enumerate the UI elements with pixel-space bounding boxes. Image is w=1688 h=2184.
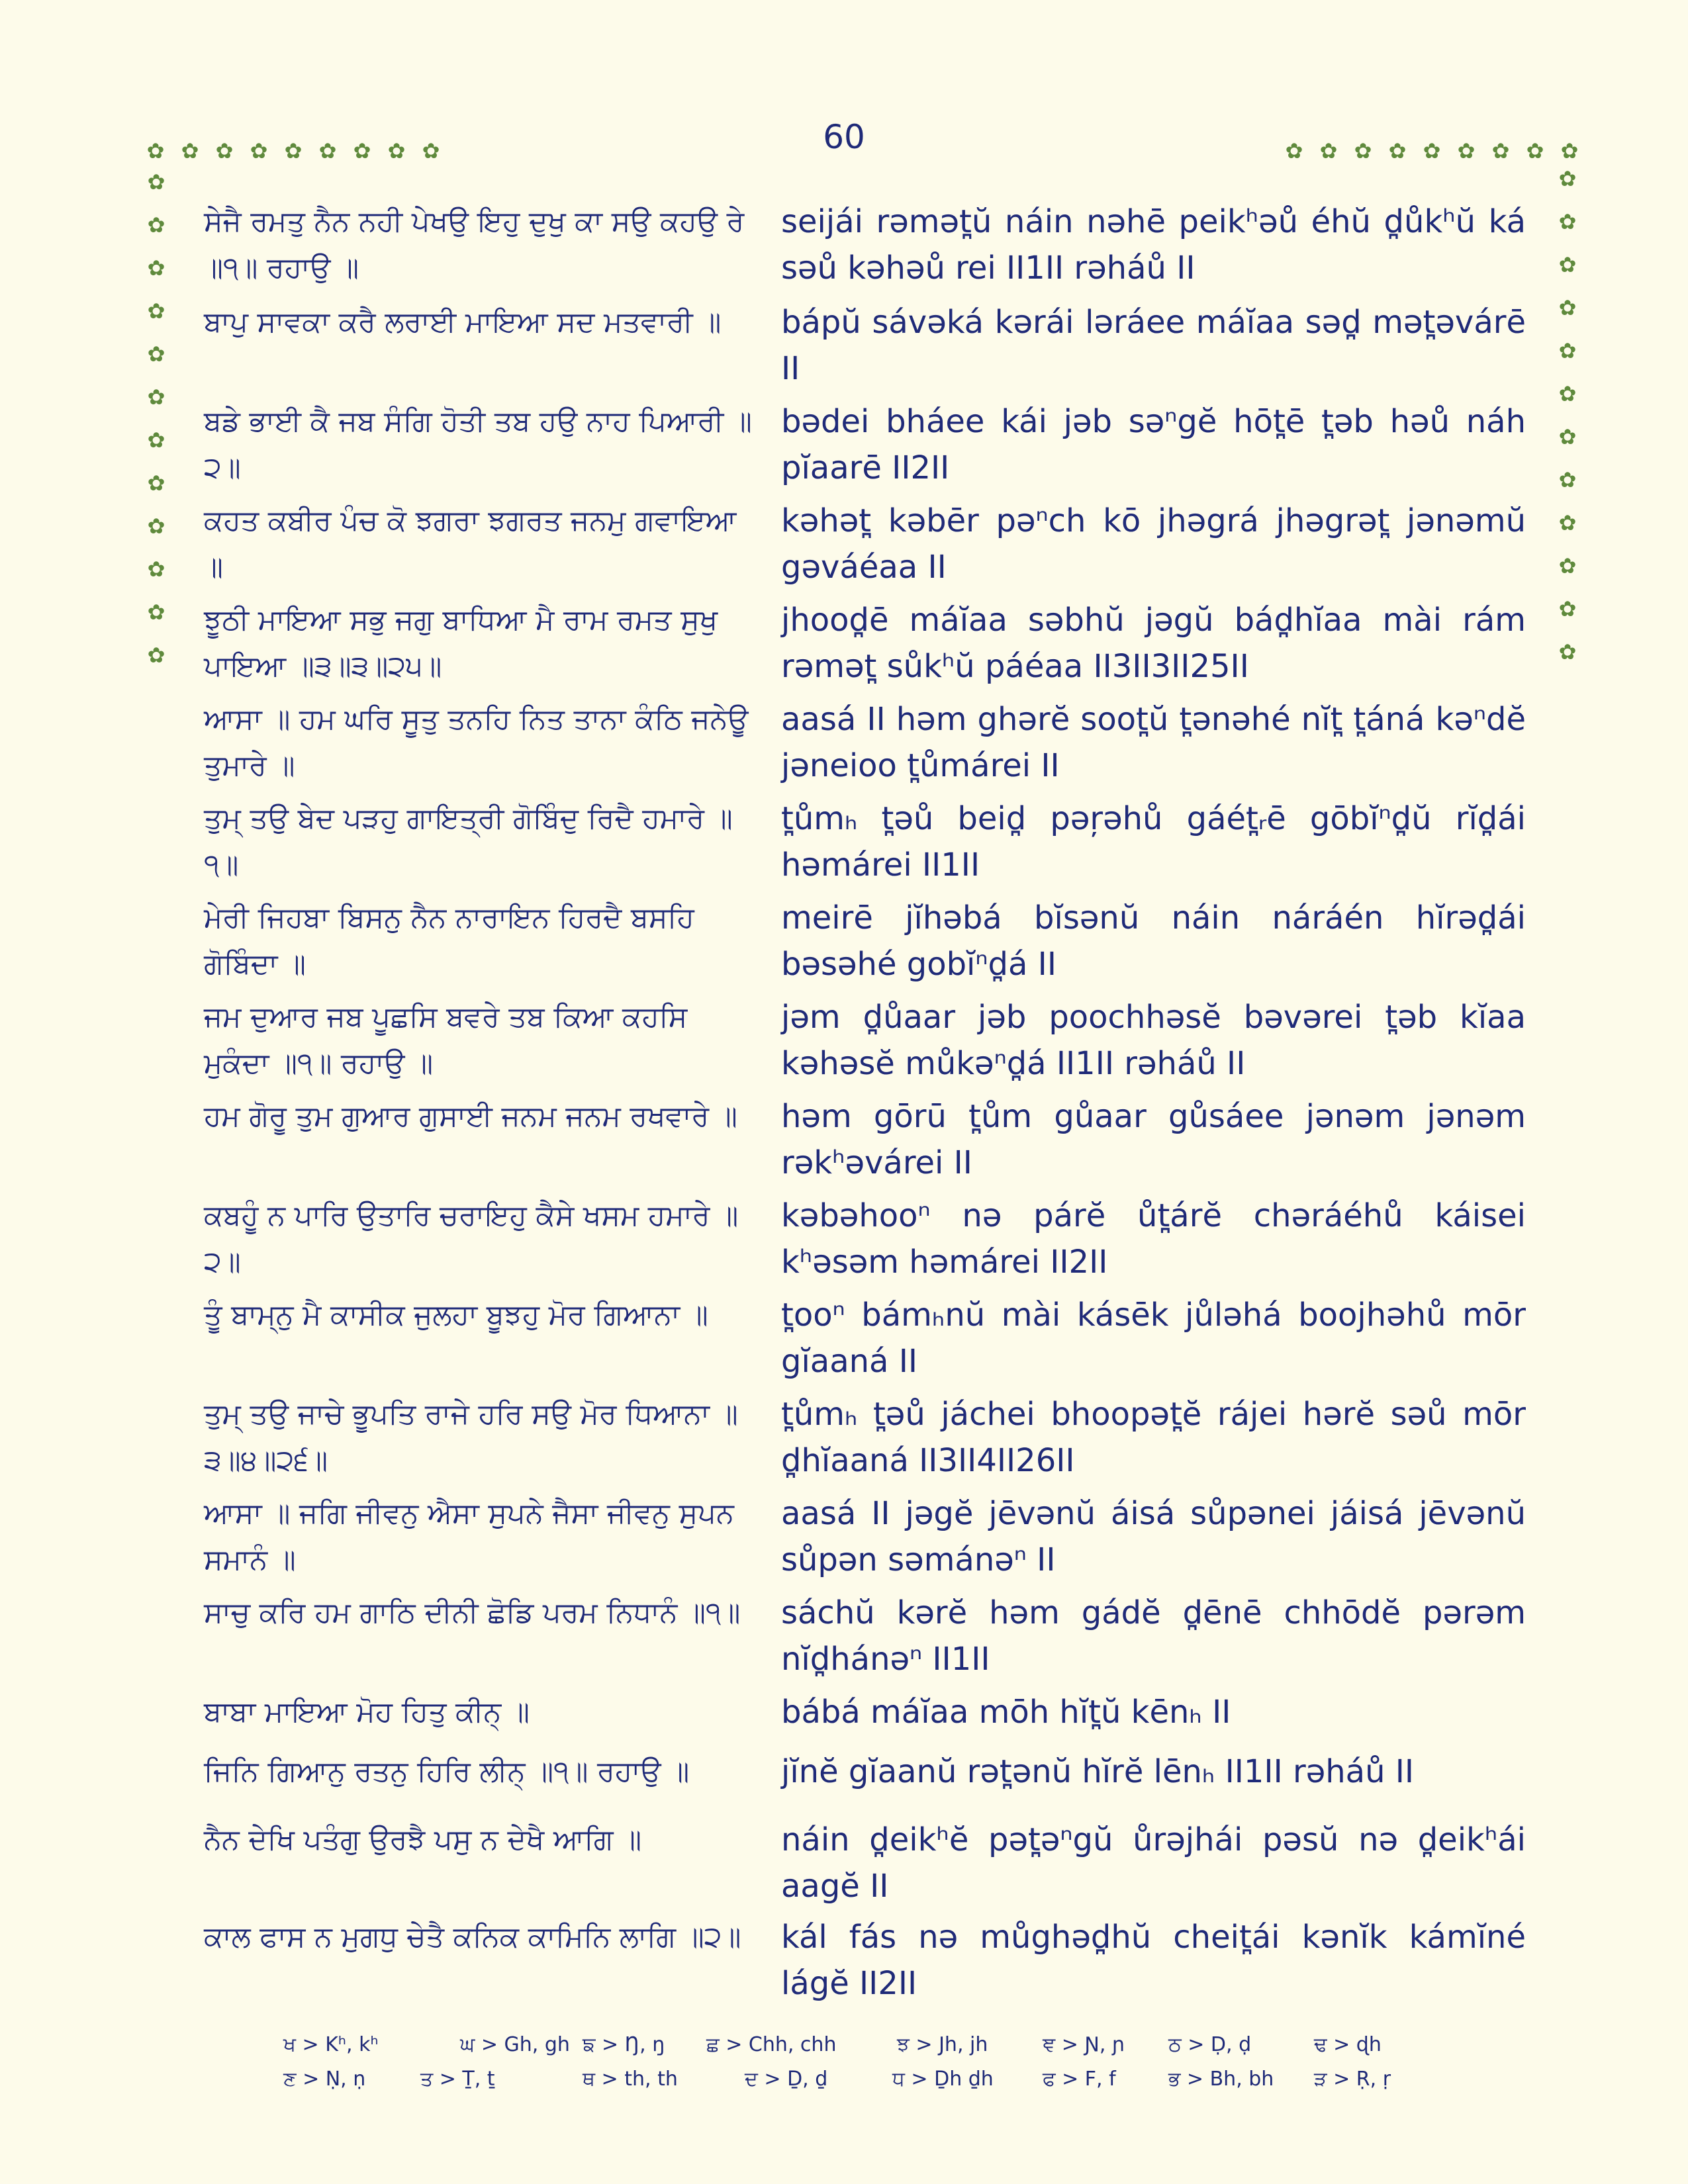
key-entry: ਖ > Kʰ, kʰ	[283, 2033, 379, 2056]
flower-ornament-icon: ✿	[147, 600, 165, 625]
transliteration-text: t̪ooⁿ bámₕnŭ mài kásēk jůləhá boojhəhů mōr gĭaaná II	[781, 1297, 1526, 1380]
flower-ornament-icon: ✿	[147, 212, 165, 238]
gurmukhi-text: ਤੁਮ੍ ਤਉ ਬੇਦ ਪੜਹੁ ਗਾਇਤ੍ਰੀ ਗੋਬਿੰਦੁ ਰਿਦੈ ਹਮਾਰੇ ॥੧॥	[204, 802, 733, 882]
gurmukhi-text: ਆਸਾ ॥ ਹਮ ਘਰਿ ਸੂਤੁ ਤਨਹਿ ਨਿਤ ਤਾਨਾ ਕੰਠਿ ਜਨੇਊ ਤੁਮਾਰੇ ॥	[204, 703, 758, 782]
flower-ornament-icon: ✿	[147, 428, 165, 453]
transliteration-text: həm gōrū t̪ům gůaar gůsáee jənəm jənəm rəkʰəvárei II	[781, 1098, 1526, 1181]
left-border	[143, 169, 169, 668]
key-entry: ਫ > F, f	[1043, 2068, 1116, 2091]
flower-ornament-icon: ✿	[1558, 467, 1577, 492]
flower-ornament-icon: ✿	[1558, 639, 1577, 664]
key-row	[0, 2033, 1688, 2066]
flower-ornament-icon: ✿	[250, 138, 268, 163]
flower-ornament-icon: ✿	[1558, 424, 1577, 449]
gurmukhi-text: ਬਾਬਾ ਮਾਇਆ ਮੋਹ ਹਿਤੁ ਕੀਨ੍ ॥	[204, 1696, 530, 1729]
flower-ornament-icon: ✿	[146, 138, 165, 163]
top-border-left	[142, 131, 444, 171]
page-number: 60	[823, 118, 865, 156]
key-entry: ਤ > Ṯ, ṯ	[420, 2068, 495, 2091]
flower-ornament-icon: ✿	[1319, 138, 1338, 163]
flower-ornament-icon: ✿	[1558, 596, 1577, 621]
key-entry: ਛ > Chh, chh	[706, 2033, 837, 2056]
gurmukhi-text: ਬਡੇ ਭਾਈ ਕੈ ਜਬ ਸੰਗਿ ਹੋਤੀ ਤਬ ਹਉ ਨਾਹ ਪਿਆਰੀ ॥੨॥	[204, 405, 752, 484]
flower-ornament-icon: ✿	[1285, 138, 1303, 163]
flower-ornament-icon: ✿	[147, 557, 165, 582]
key-entry: ਧ > Ḏh ḏh	[892, 2068, 994, 2091]
key-entry: ਘ > Gh, gh	[460, 2033, 570, 2056]
key-entry: ਝ > Jh, jh	[897, 2033, 988, 2056]
gurmukhi-text: ਬਾਪੁ ਸਾਵਕਾ ਕਰੈ ਲਰਾਈ ਮਾਇਆ ਸਦ ਮਤਵਾਰੀ ॥	[204, 306, 722, 339]
key-row	[0, 2068, 1688, 2101]
flower-ornament-icon: ✿	[1354, 138, 1372, 163]
flower-ornament-icon: ✿	[1558, 166, 1577, 191]
transliteration-text: t̪ůmₕ t̪əů jáchei bhoopət̪ĕ rájei hərĕ səů mōr d̪hĭaaná II3II4II26II	[781, 1396, 1526, 1479]
flower-ornament-icon: ✿	[147, 385, 165, 410]
flower-ornament-icon: ✿	[147, 643, 165, 668]
flower-ornament-icon: ✿	[1491, 138, 1510, 163]
flower-ornament-icon: ✿	[1423, 138, 1441, 163]
transliteration-text: jĭnĕ gĭaanŭ rət̪ənŭ hĭrĕ lēnₕ II1II rəháů II	[781, 1753, 1415, 1790]
transliteration-text: jhood̪ē máĭaa səbhŭ jəgŭ bád̪hĭaa mài rám rəmət̪ sůkʰŭ páéaa II3II3II25II	[781, 602, 1526, 685]
flower-ornament-icon: ✿	[147, 169, 165, 195]
flower-ornament-icon: ✿	[181, 138, 199, 163]
key-entry: ਞ > Ɲ, ɲ	[1043, 2033, 1125, 2056]
gurmukhi-text: ਕਬਹੂੰ ਨ ਪਾਰਿ ਉਤਾਰਿ ਚਰਾਇਹੁ ਕੈਸੇ ਖਸਮ ਹਮਾਰੇ ॥੨॥	[204, 1199, 739, 1279]
key-entry: ਭ > Bh, bh	[1168, 2068, 1274, 2091]
top-border-right	[1281, 131, 1583, 171]
flower-ornament-icon: ✿	[318, 138, 337, 163]
key-entry: ਥ > th, th	[583, 2068, 678, 2091]
key-entry: ਣ > Ṇ, ṇ	[283, 2068, 366, 2091]
gurmukhi-text: ਕਹਤ ਕਬੀਰ ਪੰਚ ਕੋ ਝਗਰਾ ਝਗਰਤ ਜਨਮੁ ਗਵਾਇਆ ॥	[204, 504, 746, 584]
flower-ornament-icon: ✿	[1526, 138, 1544, 163]
transliteration-text: náin d̪eikʰĕ pət̪əⁿgŭ ůrəjhái pəsŭ nə d̪eikʰái aagĕ II	[781, 1821, 1526, 1905]
gurmukhi-text: ਤੁਮ੍ ਤਉ ਜਾਚੇ ਭੂਪਤਿ ਰਾਜੇ ਹਰਿ ਸਉ ਮੋਰ ਧਿਆਨਾ ॥੩॥੪॥੨੬॥	[204, 1398, 738, 1477]
gurmukhi-text: ਜਿਨਿ ਗਿਆਨੁ ਰਤਨੁ ਹਿਰਿ ਲੀਨ੍ ॥੧॥ ਰਹਾਉ ॥	[204, 1755, 690, 1788]
gurmukhi-text: ਆਸਾ ॥ ਜਗਿ ਜੀਵਨੁ ਐਸਾ ਸੁਪਨੇ ਜੈਸਾ ਜੀਵਨੁ ਸੁਪਨ ਸਮਾਨੰ ॥	[204, 1497, 743, 1576]
key-entry: ਢ > ɖh	[1314, 2033, 1382, 2056]
flower-ornament-icon: ✿	[353, 138, 371, 163]
flower-ornament-icon: ✿	[1560, 138, 1579, 163]
right-border	[1554, 165, 1581, 665]
transliteration-text: bábá máĭaa mōh hĭt̪ŭ kēnₕ II	[781, 1694, 1231, 1731]
transliteration-text: kəbəhooⁿ nə párĕ ůt̪árĕ chəráéhů káisei kʰəsəm həmárei II2II	[781, 1197, 1526, 1281]
transliteration-text: kəhət̪ kəbēr pəⁿch kō jhəgrá jhəgrət̪ jənəmŭ gəváéaa II	[781, 502, 1526, 586]
gurmukhi-text: ਝੂਠੀ ਮਾਇਆ ਸਭੁ ਜਗੁ ਬਾਧਿਆ ਮੈ ਰਾਮ ਰਮਤ ਸੁਖੁ ਪਾਇਆ ॥੩॥੩॥੨੫॥	[204, 604, 727, 683]
gurmukhi-text: ਤੂੰ ਬਾਮ੍ਨੁ ਮੈ ਕਾਸੀਕ ਜੁਲਹਾ ਬੂਝਹੁ ਮੋਰ ਗਿਆਨਾ ॥	[204, 1298, 708, 1332]
transliteration-text: kál fás nə můghəd̪hŭ cheit̪ái kənĭk kámĭné lágĕ II2II	[781, 1919, 1526, 2002]
flower-ornament-icon: ✿	[1558, 338, 1577, 363]
key-entry: ੜ > Ṛ, ṛ	[1314, 2068, 1391, 2091]
key-entry: ਦ > Ḏ, ḏ	[745, 2068, 828, 2091]
transliteration-text: sáchŭ kərĕ həm gádĕ d̪ēnē chhōdĕ pərəm nĭd̪hánəⁿ II1II	[781, 1594, 1526, 1678]
gurmukhi-text: ਮੇਰੀ ਜਿਹਬਾ ਬਿਸਨੁ ਨੈਨ ਨਾਰਾਇਨ ਹਿਰਦੈ ਬਸਹਿ ਗੋਬਿੰਦਾ ॥	[204, 901, 704, 981]
flower-ornament-icon: ✿	[147, 514, 165, 539]
transliteration-text: t̪ůmₕ t̪əů beid̪ pəŗəhů gáét̪ᵣē gōbĭⁿd̪ŭ rĭd̪ái həmárei II1II	[781, 800, 1526, 884]
transliteration-text: jəm d̪ůaar jəb poochhəsĕ bəvərei t̪əb kĭaa kəhəsĕ můkəⁿd̪á II1II rəháů II	[781, 999, 1526, 1082]
transliteration-text: bədei bháee kái jəb səⁿgĕ hōt̪ē t̪əb həů náh pĭaarē II2II	[781, 403, 1526, 486]
flower-ornament-icon: ✿	[1388, 138, 1407, 163]
transliteration-text: bápŭ sávəká kərái ləráee máĭaa səd̪ mət̪əvárē II	[781, 304, 1526, 387]
gurmukhi-text: ਸੇਜੈ ਰਮਤੁ ਨੈਨ ਨਹੀ ਪੇਖਉ ਇਹੁ ਦੁਖੁ ਕਾ ਸਉ ਕਹਉ ਰੇ ॥੧॥ ਰਹਾਉ ॥	[204, 205, 753, 285]
flower-ornament-icon: ✿	[284, 138, 303, 163]
gurmukhi-text: ਜਮ ਦੁਆਰ ਜਬ ਪੂਛਸਿ ਬਵਰੇ ਤਬ ਕਿਆ ਕਹਸਿ ਮੁਕੰਦਾ ॥੧॥ ਰਹਾਉ ॥	[204, 1001, 696, 1080]
flower-ornament-icon: ✿	[422, 138, 440, 163]
flower-ornament-icon: ✿	[1558, 252, 1577, 277]
flower-ornament-icon: ✿	[147, 341, 165, 367]
transliteration-text: seijái rəmət̪ŭ náin nəhē peikʰəů éhŭ d̪ůkʰŭ ká səů kəhəů rei II1II rəháů II	[781, 203, 1526, 287]
flower-ornament-icon: ✿	[147, 471, 165, 496]
flower-ornament-icon: ✿	[1558, 209, 1577, 234]
flower-ornament-icon: ✿	[1558, 295, 1577, 320]
transliteration-text: meirē jĭhəbá bĭsənŭ náin náráén hĭrəd̪ái bəsəhé gobĭⁿd̪á II	[781, 899, 1526, 983]
flower-ornament-icon: ✿	[1558, 553, 1577, 578]
flower-ornament-icon: ✿	[1558, 381, 1577, 406]
gurmukhi-text: ਕਾਲ ਫਾਸ ਨ ਮੁਗਧੁ ਚੇਤੈ ਕਨਿਕ ਕਾਮਿਨਿ ਲਾਗਿ ॥੨॥	[204, 1921, 741, 1954]
flower-ornament-icon: ✿	[215, 138, 234, 163]
transliteration-text: aasá II həm ghərĕ soot̪ŭ t̪ənəhé nĭt̪ t̪áná kəⁿdĕ jəneioo t̪ůmárei II	[781, 701, 1526, 784]
gurmukhi-text: ਹਮ ਗੋਰੂ ਤੁਮ ਗੁਆਰ ਗੁਸਾਈ ਜਨਮ ਜਨਮ ਰਖਵਾਰੇ ॥	[204, 1100, 737, 1133]
key-entry: ਙ > Ŋ, ŋ	[583, 2033, 665, 2056]
gurmukhi-text: ਸਾਚੁ ਕਰਿ ਹਮ ਗਾਠਿ ਦੀਨੀ ਛੋਡਿ ਪਰਮ ਨਿਧਾਨੰ ॥੧॥	[204, 1596, 741, 1629]
flower-ornament-icon: ✿	[1558, 510, 1577, 535]
flower-ornament-icon: ✿	[387, 138, 406, 163]
flower-ornament-icon: ✿	[147, 255, 165, 281]
key-entry: ਠ > Ḍ, ḍ	[1168, 2033, 1252, 2056]
transliteration-text: aasá II jəgĕ jēvənŭ áisá sůpənei jáisá jēvənŭ sůpən səmánəⁿ II	[781, 1495, 1526, 1578]
gurmukhi-text: ਨੈਨ ਦੇਖਿ ਪਤੰਗੁ ਉਰਝੈ ਪਸੁ ਨ ਦੇਖੈ ਆਗਿ ॥	[204, 1823, 642, 1856]
flower-ornament-icon: ✿	[147, 298, 165, 324]
flower-ornament-icon: ✿	[1457, 138, 1476, 163]
